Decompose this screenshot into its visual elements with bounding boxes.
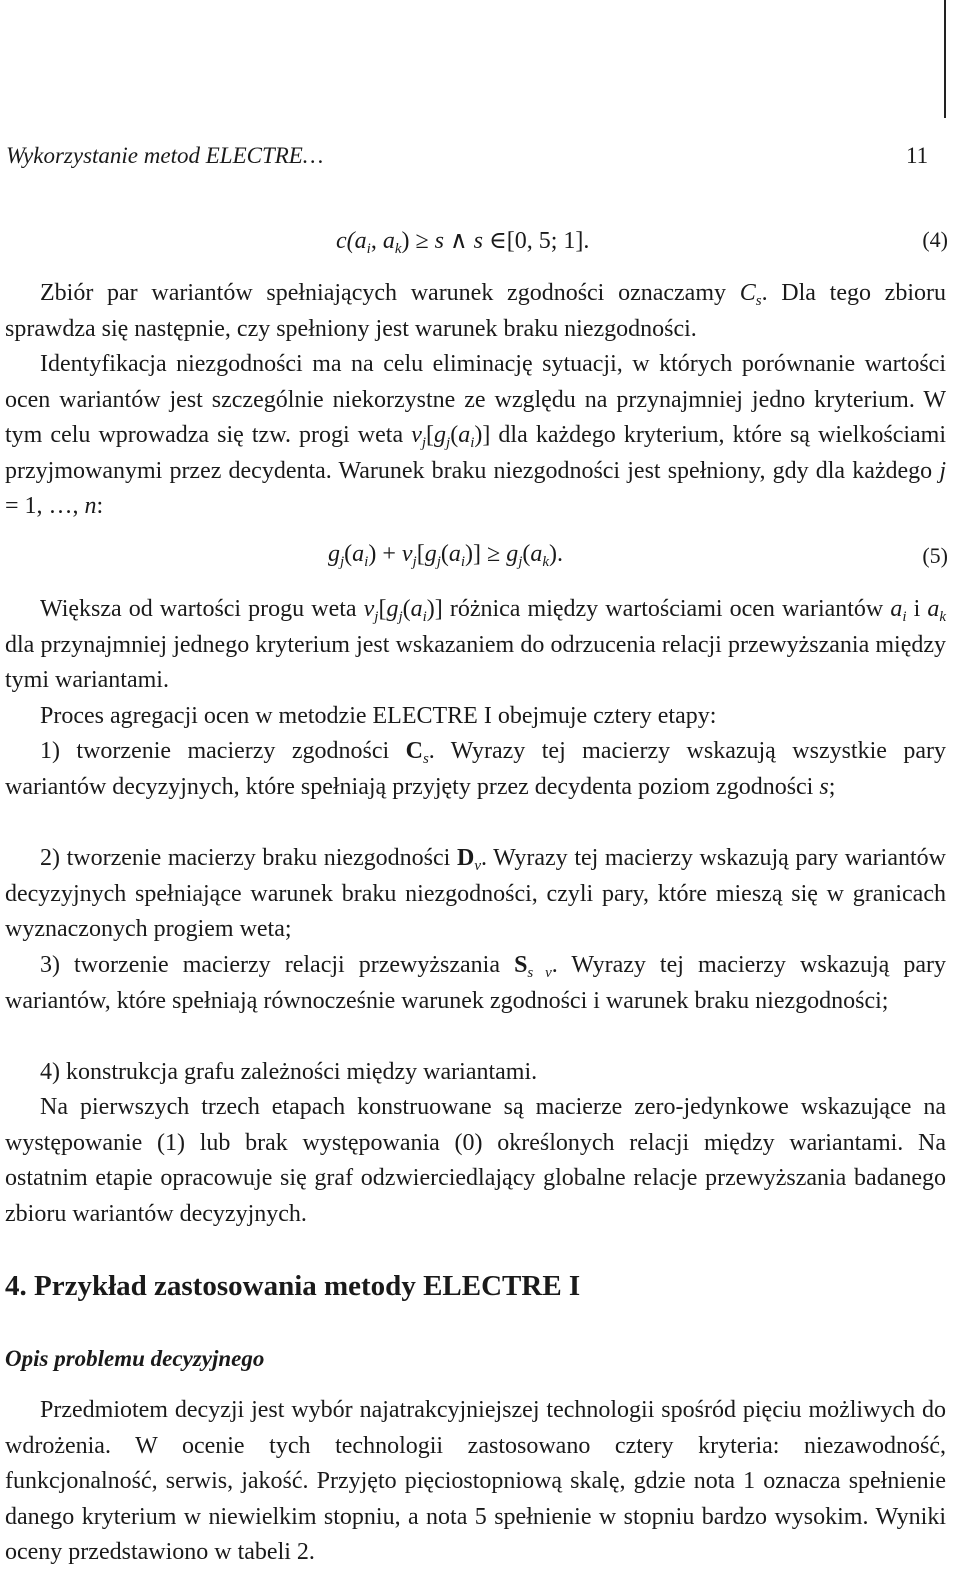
list-item-3: 3) tworzenie macierzy relacji przewyższania $S_{s v}$. Wyrazy tej macierzy wskazują pary wariantów, które spełniają równocześnie warunek zgodności i warunek braku niezgodności; — [5, 952, 946, 1014]
list-item-4: 4) konstrukcja grafu zależności między wariantami. — [40, 1059, 538, 1085]
paragraph-stages-intro: Proces agregacji ocen w metodzie ELECTRE I obejmuje cztery etapy: — [40, 703, 717, 729]
equation-number-4: (4) — [922, 227, 948, 252]
list-item-1: 1) tworzenie macierzy zgodności $C_s$. Wyrazy tej macierzy wskazują wszystkie pary wariantów decyzyjnych, które spełniają przyjęty przez decydenta poziom zgodności s; — [5, 738, 947, 800]
paragraph-concordance: Zbiór par wariantów spełniających warunek zgodności oznaczamy $C_s$. Dla tego zbioru sprawdza się następnie, czy spełniony jest warunek braku niezgodności. — [5, 280, 946, 342]
margin-rule — [944, 0, 946, 118]
section-heading: 4. Przykład zastosowania metody ELECTRE I — [5, 1270, 581, 1302]
formula-4: $c(a_i$, $a_k) \ge s$ ∧ s ∈[0, 5; 1]. — [336, 228, 590, 257]
equation-number-5: (5) — [922, 543, 948, 568]
subsection-heading: Opis problemu decyzyjnego — [5, 1346, 265, 1371]
page-number: 11 — [906, 143, 929, 168]
paragraph-discordance: Identyfikacja niezgodności ma na celu eliminację sytuacji, w których porównanie wartości ocen wariantów jest szczególnie niekorzystne ze względu na przynajmniej jedno kryterium. W tym celu wprowadza się tzw. progi weta $v_j[g_j(a_i)]$ dla każdego kryterium, które są wielkościami przyjmowanymi przez decydenta. Warunek braku niezgodności jest spełniony, gdy dla każdego j = 1, …, n: — [5, 351, 946, 520]
running-title: Wykorzystanie metod ELECTRE… — [6, 143, 324, 168]
paragraph-problem-description: Przedmiotem decyzji jest wybór najatrakcyjniejszej technologii spośród pięciu możliwych do wdrożenia. W ocenie tych technologii zastosowano cztery kryteria: niezawodność, funkcjonalność, serwis, jakość. Przyjęto pięciostopniową skalę, gdzie nota 1 oznacza spełnienie danego kryterium w niewielkim stopniu, a nota 5 spełnienie w stopniu bardzo wysokim. Wyniki oceny przedstawiono w tabeli 2. — [5, 1397, 946, 1566]
formula-5: $g_j(a_i) + v_j[g_j(a_i)] \ge g_j(a_k)$. — [328, 541, 564, 570]
paragraph-matrices: Na pierwszych trzech etapach konstruowane są macierze zero-jedynkowe wskazujące na występowanie (1) lub brak występowania (0) określonych relacji między wariantami. Na ostatnim etapie opracowuje się graf odzwierciedlający globalne relacje przewyższania badanego zbioru wariantów decyzyjnych. — [5, 1094, 946, 1227]
list-item-2: 2) tworzenie macierzy braku niezgodności $D_v$. Wyrazy tej macierzy wskazują pary wariantów decyzyjnych spełniające warunek braku niezgodności, czyli pary, które mieszą się w granicach wyznaczonych progiem weta; — [5, 845, 946, 943]
paragraph-veto: Większa od wartości progu weta $v_j[g_j(a_i)]$ różnica między wartościami ocen wariantów $a_i$ i $a_k$ dla przynajmniej jednego kryterium jest wskazaniem do odrzucenia relacji przewyższania między tymi wariantami. — [5, 596, 946, 694]
